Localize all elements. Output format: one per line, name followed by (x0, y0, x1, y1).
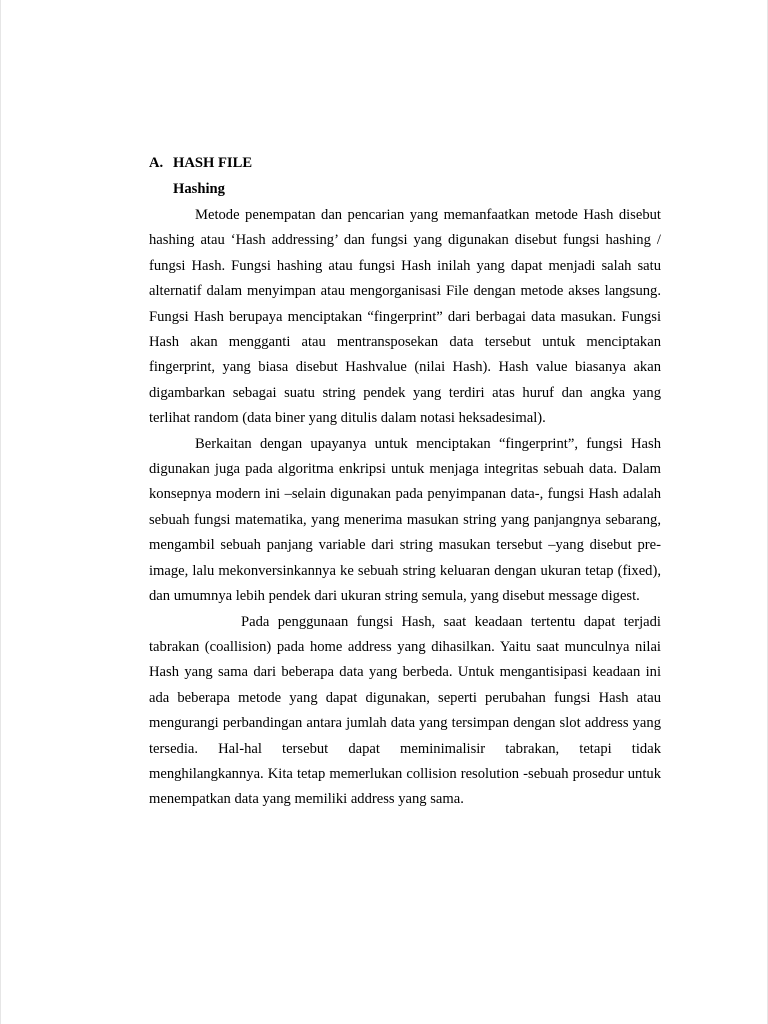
subsection-title: Hashing (173, 181, 225, 197)
section-heading (149, 153, 661, 173)
page-content (149, 153, 661, 813)
paragraph-1: Metode penempatan dan pencarian yang memanfaatkan metode Hash disebut hashing atau ‘Hash addressing’ dan fungsi yang digunakan disebut fungsi hashing / fungsi Hash. Fungsi hashing atau fungsi Hash inilah yang dapat menjadi salah satu alternatif dalam menyimpan atau mengorganisasi File dengan metode akses langsung. Fungsi Hash berupaya menciptakan “fingerprint” dari berbagai data masukan. Fungsi Hash akan mengganti atau mentransposekan data tersebut untuk menciptakan fingerprint, yang biasa disebut Hashvalue (nilai Hash). Hash value biasanya akan digambarkan sebagai suatu string pendek yang terdiri atas huruf dan angka yang terlihat random (data biner yang ditulis dalam notasi heksadesimal). (149, 207, 661, 427)
section-title: HASH FILE (173, 155, 253, 171)
paragraph-2: Berkaitan dengan upayanya untuk menciptakan “fingerprint”, fungsi Hash digunakan juga pada algoritma enkripsi untuk menjaga integritas sebuah data. Dalam konsepnya modern ini –selain digunakan pada penyimpanan data-, fungsi Hash adalah sebuah fungsi matematika, yang menerima masukan string yang panjangnya sebarang, mengambil sebuah panjang variable dari string masukan tersebut –yang disebut pre-image, lalu mekonversinkannya ke sebuah string keluaran dengan ukuran tetap (fixed), dan umumnya lebih pendek dari ukuran string semula, yang disebut message digest. (149, 435, 661, 605)
paragraph-3: Pada penggunaan fungsi Hash, saat keadaan tertentu dapat terjadi tabrakan (coallision) pada home address yang dihasilkan. Yaitu saat munculnya nilai Hash yang sama dari beberapa data yang berbeda. Untuk mengantisipasi keadaan ini ada beberapa metode yang dapat digunakan, seperti perubahan fungsi Hash atau mengurangi perbandingan antara jumlah data yang tersimpan dengan slot address yang tersedia. Hal-hal tersebut dapat meminimalisir tabrakan, tetapi tidak menghilangkannya. Kita tetap memerlukan collision resolution -sebuah prosedur untuk menempatkan data yang memiliki address yang sama. (149, 613, 661, 808)
section-number: A. (149, 155, 164, 171)
